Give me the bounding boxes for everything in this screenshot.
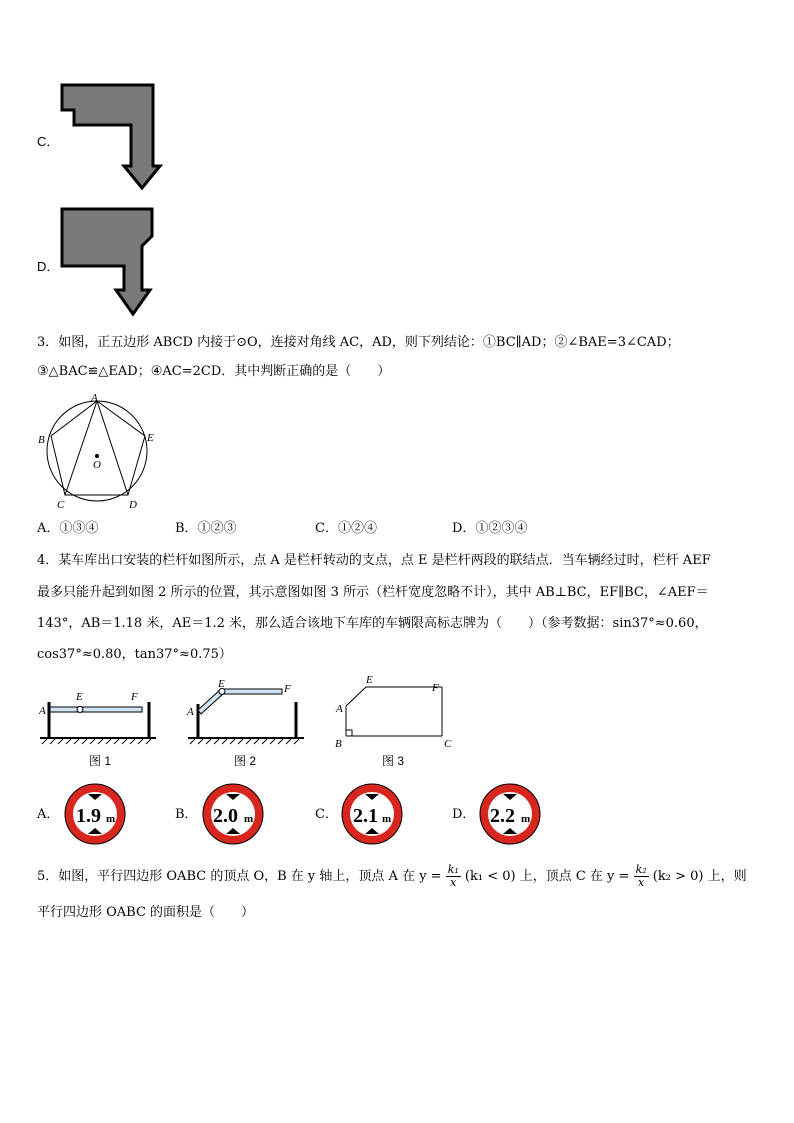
q3-option-d: D．①②③④ [452, 521, 528, 536]
q4-figure-3 [330, 672, 460, 750]
q4-figure-2 [184, 676, 309, 746]
option-c-letter: C． [37, 134, 60, 149]
fig3-label-b: B [335, 738, 342, 750]
q3-line1: 3．如图，正五边形 ABCD 内接于⊙O，连接对角线 AC，AD，则下列结论：①BC∥AD；②∠BAE=3∠CAD； [37, 335, 680, 350]
height-limit-sign-d [478, 782, 542, 846]
fig3-label-e: E [366, 674, 373, 686]
pentagon [51, 401, 145, 495]
q3-option-a: A．①③④ [37, 521, 99, 536]
fig2-label-e: E [218, 678, 225, 690]
height-limit-sign-a [63, 782, 127, 846]
q5-fraction-1: $\frac{\text{k₁}}{x}$ [447, 862, 459, 889]
sign-c-unit: m [382, 813, 392, 825]
sign-d-value: 2.2 [490, 805, 515, 827]
q5-cond2: (k₂ > 0) 上，则 [652, 869, 747, 884]
q4-figure-1 [36, 688, 161, 746]
sign-a-unit: m [106, 813, 116, 825]
q3-option-c: C．①②④ [315, 521, 377, 536]
fig1-caption: 图 1 [89, 754, 112, 768]
q4-line1: 4．某车库出口安装的栏杆如图所示，点 A 是栏杆转动的支点，点 E 是栏杆两段的联结点．当车辆经过时，栏杆 AEF [37, 553, 711, 568]
q3-option-b: B．①②③ [175, 521, 237, 536]
label-b: B [38, 434, 45, 446]
sign-d-unit: m [521, 813, 531, 825]
fig3-label-a: A [336, 703, 343, 715]
fig3-label-f: F [432, 682, 439, 694]
sign-b-unit: m [244, 813, 254, 825]
q4-line2: 最多只能升起到如图 2 所示的位置，其示意图如图 3 所示（栏杆宽度忽略不计），其中 AB⊥BC，EF∥BC，∠AEF＝ [37, 585, 709, 600]
q5-line1 [37, 863, 747, 891]
q3-line2: ③△BAC≌△EAD；④AC=2CD．其中判断正确的是（ ） [37, 364, 391, 379]
option-d-letter: D． [37, 259, 60, 274]
q5-part1: 5．如图，平行四边形 OABC 的顶点 O，B 在 y 轴上，顶点 A 在 y = [37, 869, 442, 884]
sign-c-value: 2.1 [353, 805, 378, 827]
diagonal-ad [97, 401, 128, 495]
fig1-label-e: E [76, 691, 83, 703]
option-c-figure [56, 82, 166, 194]
label-e: E [147, 432, 154, 444]
fig1-label-a: A [39, 705, 46, 717]
fig3-label-c: C [444, 738, 452, 750]
diagonal-ac [65, 401, 97, 495]
q4-line3: 143°，AB＝1.18 米，AE＝1.2 米，那么适合该地下车库的车辆限高标志牌为（ ）（参考数据：sin37°≈0.60， [37, 616, 708, 631]
label-c: C [57, 499, 65, 511]
q4-option-c-letter: C． [315, 807, 338, 822]
center-dot [95, 454, 99, 458]
q4-option-a-letter: A． [37, 807, 60, 822]
q5-line2: 平行四边形 OABC 的面积是（ ） [37, 905, 255, 920]
option-d-figure [56, 206, 166, 318]
sign-b-value: 2.0 [213, 805, 238, 827]
fig1-label-f: F [131, 691, 138, 703]
fig2-caption: 图 2 [234, 754, 257, 768]
label-a: A [91, 392, 98, 404]
q5-cond1: (k₁ < 0) 上，顶点 C 在 y = [464, 869, 630, 884]
fig3-caption: 图 3 [382, 754, 405, 768]
q4-line4: cos37°≈0.80，tan37°≈0.75） [37, 647, 232, 662]
q5-fraction-2: $\frac{\text{k₂}}{x}$ [635, 862, 647, 889]
sign-a-value: 1.9 [76, 805, 101, 827]
label-o: O [93, 459, 101, 471]
q4-option-b-letter: B． [175, 807, 198, 822]
height-limit-sign-b [201, 782, 265, 846]
fig2-label-a: A [187, 706, 194, 718]
q4-option-d-letter: D． [452, 807, 476, 822]
label-d: D [129, 499, 137, 511]
fig2-label-f: F [284, 683, 291, 695]
height-limit-sign-c [340, 782, 404, 846]
circumcircle [47, 401, 147, 501]
q3-figure-pentagon-circle [35, 392, 165, 512]
